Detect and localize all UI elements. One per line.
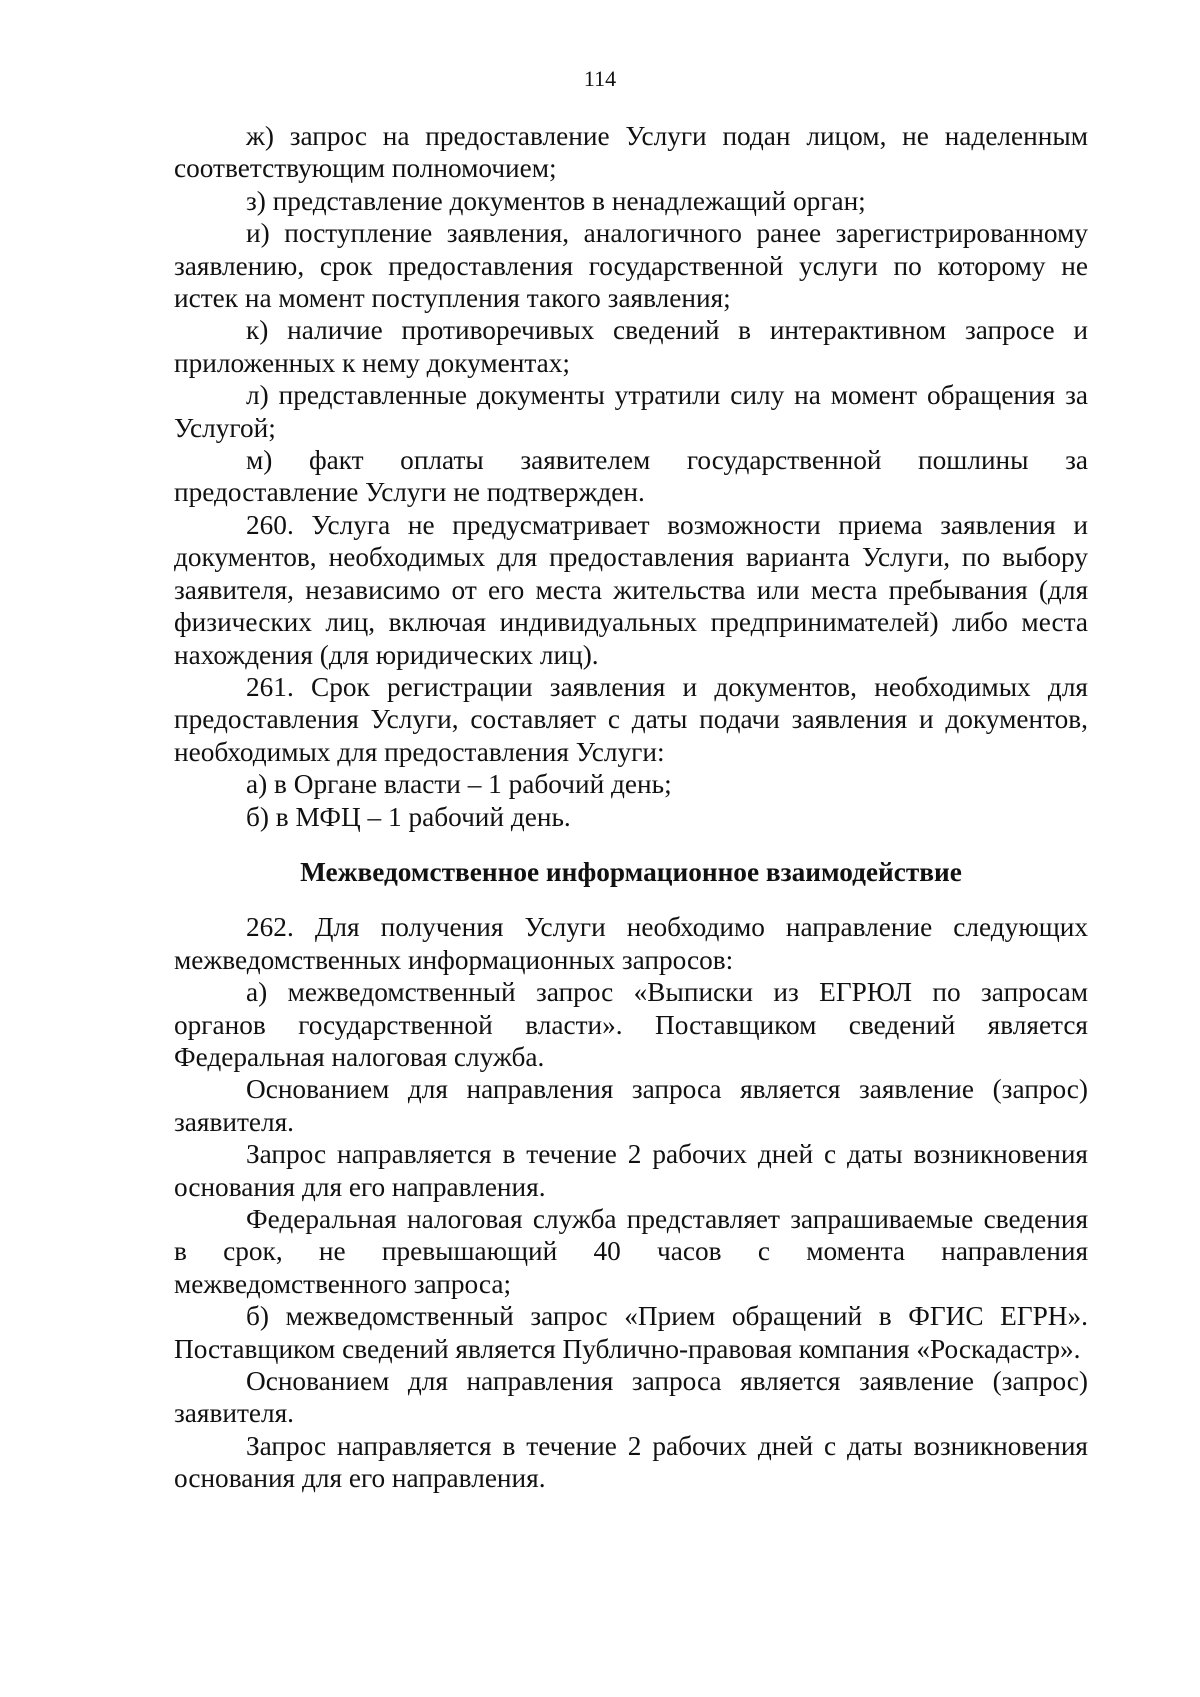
list-item-zh: ж) запрос на предоставление Услуги подан лицом, не наделенным соответствующим полномочием; [174, 121, 1088, 184]
clause-262-item-a: а) межведомственный запрос «Выписки из ЕГРЮЛ по запросам органов государственной власти». Поставщиком сведений является Федеральная налоговая служба. [174, 977, 1088, 1072]
page-number: 114 [583, 66, 617, 91]
list-item-l: л) представленные документы утратили силу на момент обращения за Услугой; [174, 380, 1088, 443]
clause-262: 262. Для получения Услуги необходимо направление следующих межведомственных информационных запросов: [174, 912, 1088, 975]
section-heading: Межведомственное информационное взаимодействие [300, 856, 962, 887]
list-item-m: м) факт оплаты заявителем государственной пошлины за предоставление Услуги не подтвержден. [174, 445, 1088, 508]
list-item-i: и) поступление заявления, аналогичного ранее зарегистрированному заявлению, срок предоставления государственной услуги по которому не истек на момент поступления такого заявления; [174, 218, 1088, 314]
request-deadline-b: Запрос направляется в течение 2 рабочих дней с даты возникновения основания для его направления. [174, 1430, 1088, 1494]
request-basis-b: Основанием для направления запроса является заявление (запрос) заявителя. [174, 1366, 1088, 1429]
document-body [174, 120, 1088, 1495]
response-term-a: Федеральная налоговая служба представляет запрашиваемые сведения в срок, не превышающий 40 часов с момента направления межведомственного запроса; [174, 1204, 1088, 1299]
clause-261-item-a: а) в Органе власти – 1 рабочий день; [246, 769, 672, 800]
clause-260: 260. Услуга не предусматривает возможности приема заявления и документов, необходимых для предоставления варианта Услуги, по выбору заявителя, независимо от его места жительства или места пребывания (для физических лиц, включая индивидуальных предпринимателей) либо места нахождения (для юридических лиц). [174, 509, 1088, 670]
list-item-k: к) наличие противоречивых сведений в интерактивном запросе и приложенных к нему документах; [174, 315, 1088, 378]
clause-261: 261. Срок регистрации заявления и документов, необходимых для предоставления Услуги, составляет с даты подачи заявления и документов, необходимых для предоставления Услуги: [174, 671, 1088, 767]
clause-262-item-b: б) межведомственный запрос «Прием обращений в ФГИС ЕГРН». Поставщиком сведений является Публично-правовая компания «Роскадастр». [174, 1301, 1088, 1364]
clause-261-item-b: б) в МФЦ – 1 рабочий день. [246, 801, 571, 832]
request-deadline-a: Запрос направляется в течение 2 рабочих дней с даты возникновения основания для его направления. [174, 1139, 1088, 1202]
request-basis-a: Основанием для направления запроса является заявление (запрос) заявителя. [174, 1074, 1088, 1137]
list-item-z: з) представление документов в ненадлежащий орган; [246, 185, 866, 216]
